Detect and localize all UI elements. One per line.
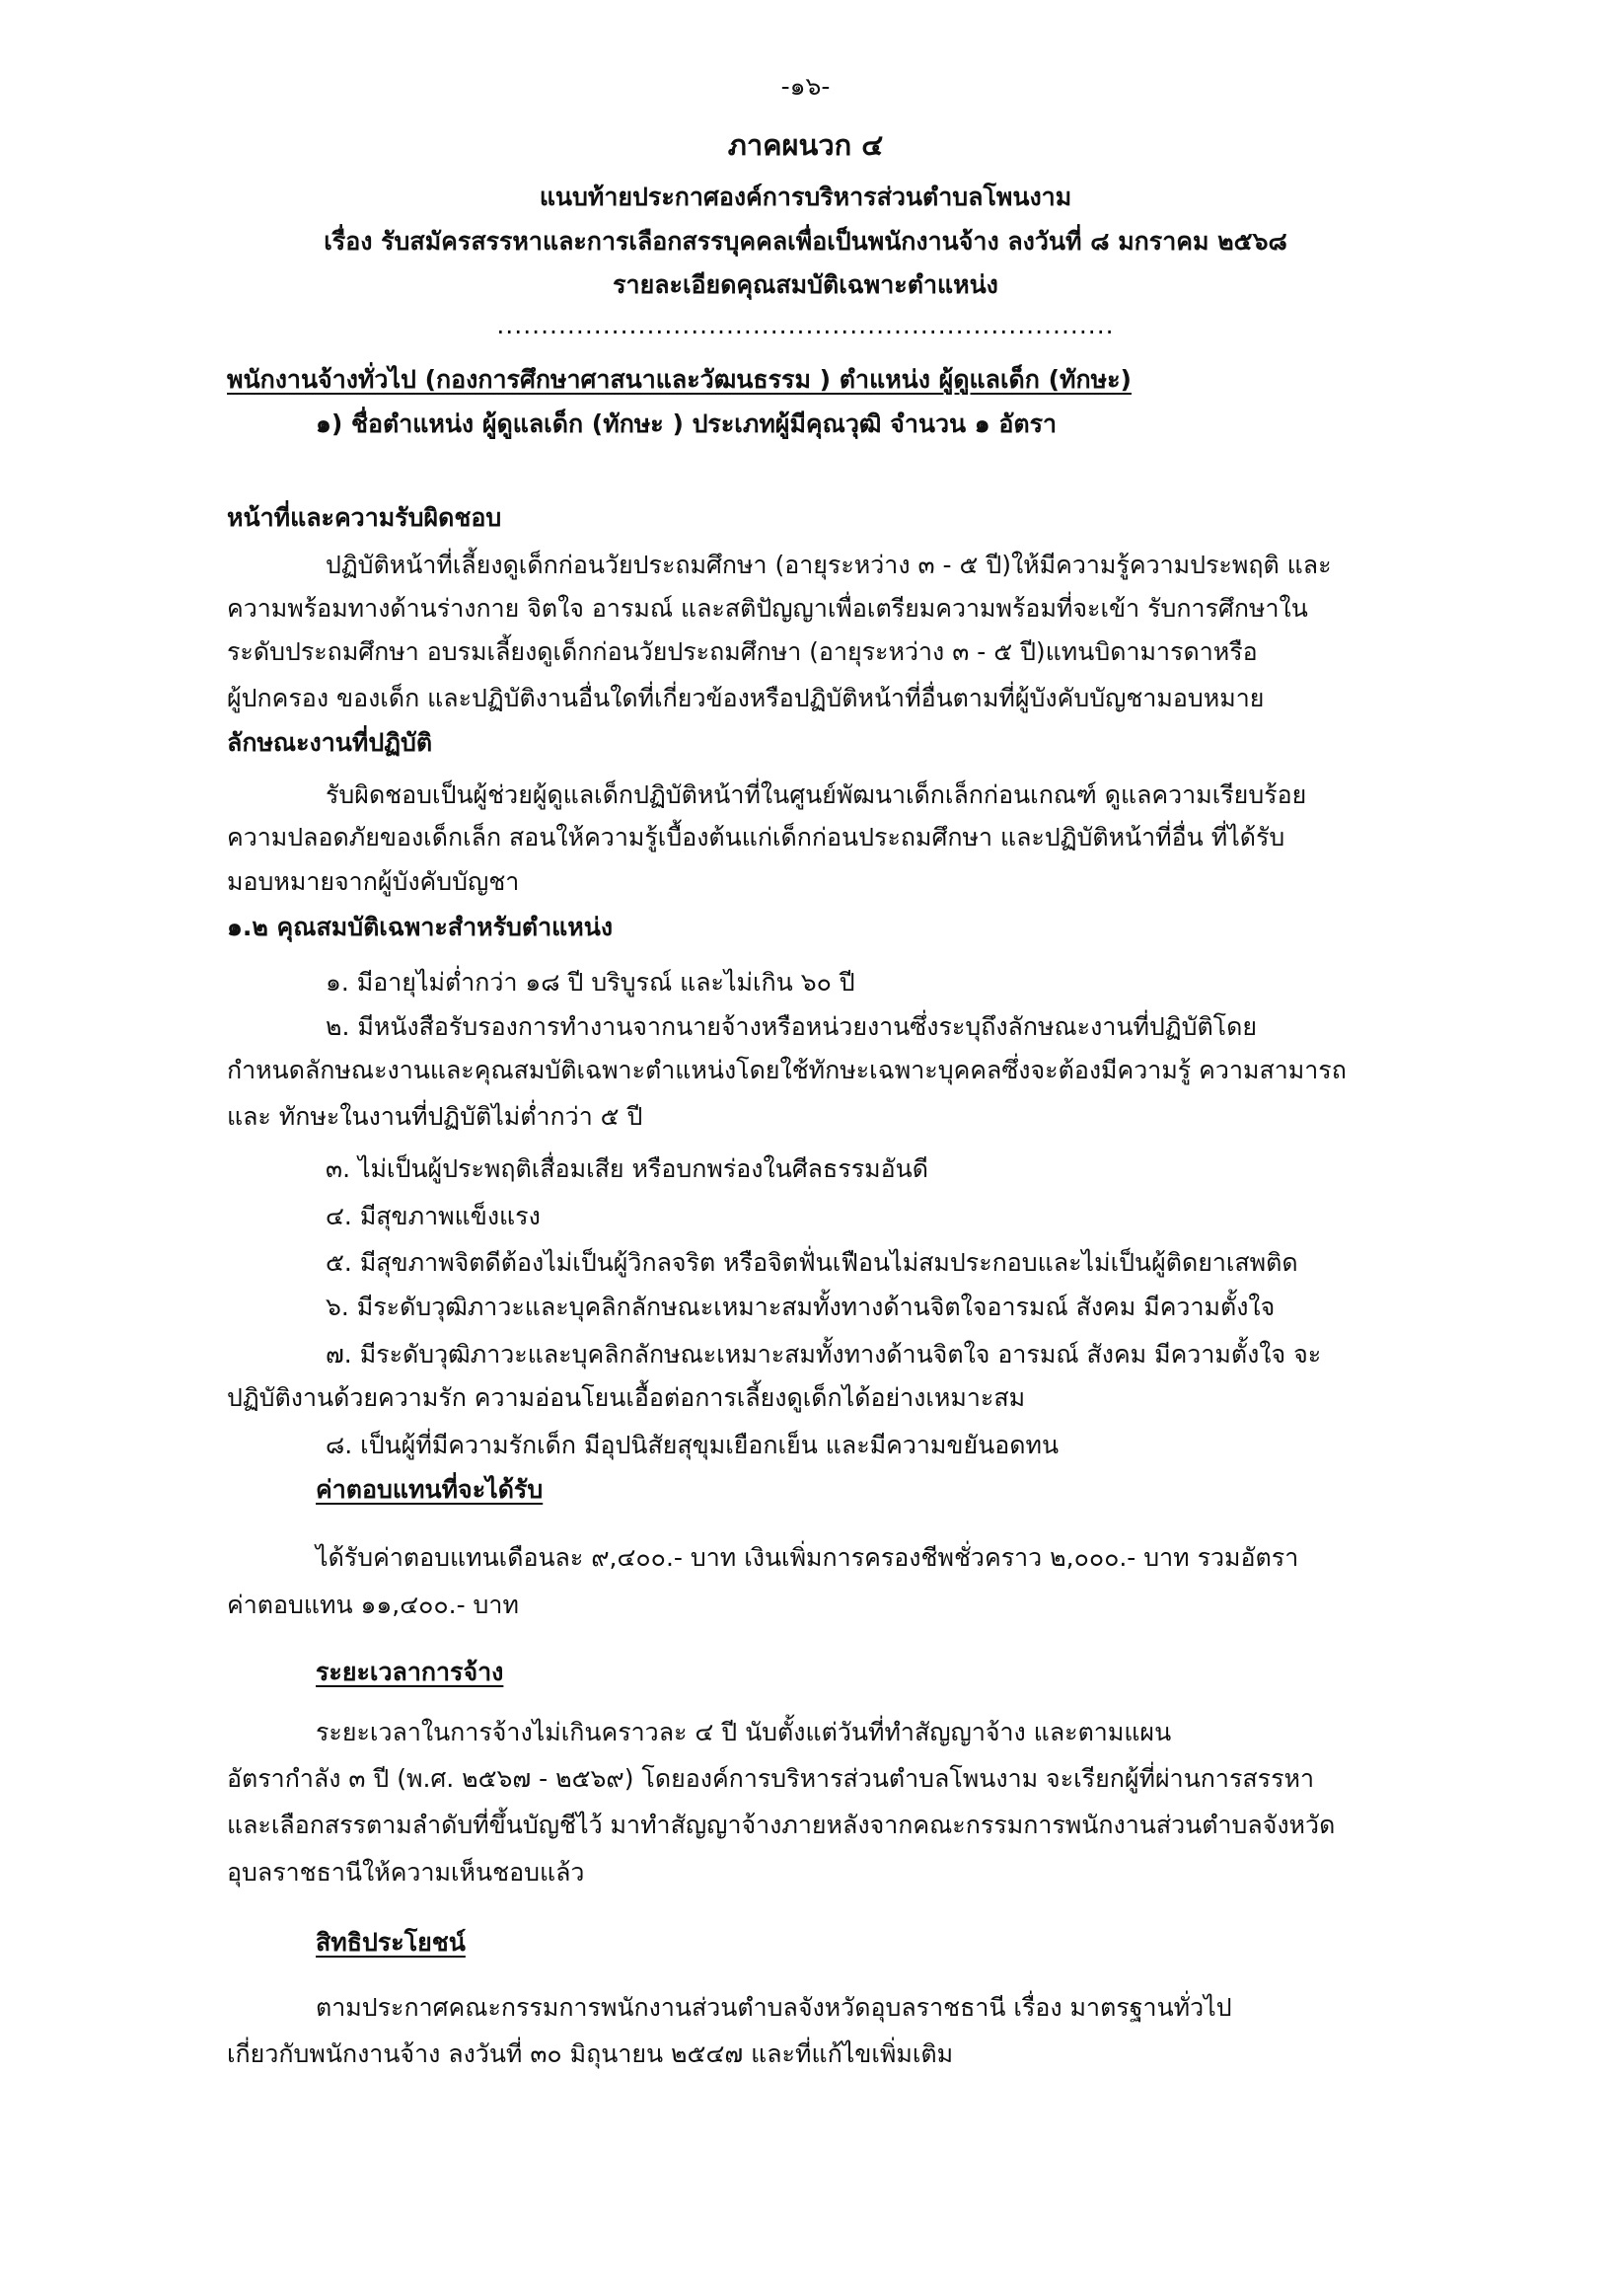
duties-line: ความพร้อมทางด้านร่างกาย จิตใจ อารมณ์ และสติปัญญาเพื่อเตรียมความพร้อมที่จะเข้า รับการศึกษาใน [227,594,1308,623]
employment-period-line: อุบลราชธานีให้ความเห็นชอบแล้ว [227,1858,585,1887]
compensation-line: ค่าตอบแทน ๑๑,๔๐๐.- บาท [227,1591,519,1619]
qualification-item: ๒. มีหนังสือรับรองการทำงานจากนายจ้างหรือหน่วยงานซึ่งระบุถึงลักษณะงานที่ปฏิบัติโดย [326,1012,1257,1041]
employment-period-title: ระยะเวลาการจ้าง [316,1658,504,1686]
compensation-title: ค่าตอบแทนที่จะได้รับ [316,1475,544,1504]
duties-line: ระดับประถมศึกษา อบรมเลี้ยงดูเด็กก่อนวัยประถมศึกษา (อายุระหว่าง ๓ - ๕ ปี)แทนบิดามารดาหรือ [227,637,1258,666]
qualification-item: ๔. มีสุขภาพแข็งแรง [326,1202,541,1230]
qualification-item: ปฏิบัติงานด้วยความรัก ความอ่อนโยนเอื้อต่อการเลี้ยงดูเด็กได้อย่างเหมาะสม [227,1383,1026,1412]
employment-period-line: และเลือกสรรตามลำดับที่ขึ้นบัญชีไว้ มาทำสัญญาจ้างภายหลังจากคณะกรรมการพนักงานส่วนตำบลจังหวัด [227,1811,1336,1839]
employment-period-line: ระยะเวลาในการจ้างไม่เกินคราวละ ๔ ปี นับตั้งแต่วันที่ทำสัญญาจ้าง และตามแผน [316,1718,1172,1746]
work-nature-line: ความปลอดภัยของเด็กเล็ก สอนให้ความรู้เบื้องต้นแก่เด็กก่อนประถมศึกษา และปฏิบัติหน้าที่อื่น ที่ได้รับ [227,823,1285,852]
work-nature-title: ลักษณะงานที่ปฏิบัติ [227,728,433,757]
work-nature-line: รับผิดชอบเป็นผู้ช่วยผู้ดูแลเด็กปฏิบัติหน้าที่ในศูนย์พัฒนาเด็กเล็กก่อนเกณฑ์ ดูแลความเรียบร้อย [326,780,1307,809]
qualification-item: และ ทักษะในงานที่ปฏิบัติไม่ต่ำกว่า ๕ ปี [227,1102,643,1131]
position-subheading: ๑) ชื่อตำแหน่ง ผู้ดูแลเด็ก (ทักษะ ) ประเภทผู้มีคุณวุฒิ จำนวน ๑ อัตรา [316,409,1058,438]
qualification-item: กำหนดลักษณะงานและคุณสมบัติเฉพาะตำแหน่งโดยใช้ทักษะเฉพาะบุคคลซึ่งจะต้องมีความรู้ ความสามารถ [227,1056,1347,1084]
page-number: -๑๖- [780,72,831,101]
attachment-line: แนบท้ายประกาศองค์การบริหารส่วนตำบลโพนงาม [539,183,1072,211]
qualification-item: ๘. เป็นผู้ที่มีความรักเด็ก มีอุปนิสัยสุขุมเยือกเย็น และมีความขยันอดทน [326,1431,1060,1459]
appendix-title: ภาคผนวก ๔ [727,128,884,162]
header-divider: ...................................................................... [496,311,1115,339]
qualification-item: ๖. มีระดับวุฒิภาวะและบุคลิกลักษณะเหมาะสมทั้งทางด้านจิตใจอารมณ์ สังคม มีความตั้งใจ [326,1293,1276,1321]
benefits-title: สิทธิประโยชน์ [316,1928,466,1957]
benefits-line: เกี่ยวกับพนักงานจ้าง ลงวันที่ ๓๐ มิถุนายน ๒๕๔๗ และที่แก้ไขเพิ่มเติม [227,2039,954,2068]
details-title: รายละเอียดคุณสมบัติเฉพาะตำแหน่ง [613,270,998,299]
qualification-item: ๓. ไม่เป็นผู้ประพฤติเสื่อมเสีย หรือบกพร่องในศีลธรรมอันดี [326,1154,928,1183]
subject-line: เรื่อง รับสมัครสรรหาและการเลือกสรรบุคคลเพื่อเป็นพนักงานจ้าง ลงวันที่ ๘ มกราคม ๒๕๖๘ [324,227,1287,256]
benefits-line: ตามประกาศคณะกรรมการพนักงานส่วนตำบลจังหวัดอุบลราชธานี เรื่อง มาตรฐานทั่วไป [316,1993,1232,2022]
qualification-item: ๑. มีอายุไม่ต่ำกว่า ๑๘ ปี บริบูรณ์ และไม่เกิน ๖๐ ปี [326,968,855,997]
work-nature-line: มอบหมายจากผู้บังคับบัญชา [227,867,520,896]
duties-line: ผู้ปกครอง ของเด็ก และปฏิบัติงานอื่นใดที่เกี่ยวข้องหรือปฏิบัติหน้าที่อื่นตามที่ผู้บังคับบัญชามอบหมาย [227,684,1265,712]
qualification-item: ๕. มีสุขภาพจิตดีต้องไม่เป็นผู้วิกลจริต หรือจิตฟั่นเฟือนไม่สมประกอบและไม่เป็นผู้ติดยาเสพติด [326,1248,1298,1277]
qualification-item: ๗. มีระดับวุฒิภาวะและบุคลิกลักษณะเหมาะสมทั้งทางด้านจิตใจ อารมณ์ สังคม มีความตั้งใจ จะ [326,1340,1322,1369]
compensation-line: ได้รับค่าตอบแทนเดือนละ ๙,๔๐๐.- บาท เงินเพิ่มการครองชีพชั่วคราว ๒,๐๐๐.- บาท รวมอัตรา [316,1543,1299,1572]
qualifications-title: ๑.๒ คุณสมบัติเฉพาะสำหรับตำแหน่ง [227,913,614,941]
duties-line: ปฏิบัติหน้าที่เลี้ยงดูเด็กก่อนวัยประถมศึกษา (อายุระหว่าง ๓ - ๕ ปี)ให้มีความรู้ความประพฤติ และ [326,551,1332,579]
employment-period-line: อัตรากำลัง ๓ ปี (พ.ศ. ๒๕๖๗ - ๒๕๖๙) โดยองค์การบริหารส่วนตำบลโพนงาม จะเรียกผู้ที่ผ่านการสรรหา [227,1764,1315,1793]
duties-title: หน้าที่และความรับผิดชอบ [227,503,502,532]
position-heading: พนักงานจ้างทั่วไป (กองการศึกษาศาสนาและวัฒนธรรม ) ตำแหน่ง ผู้ดูแลเด็ก (ทักษะ) [227,365,1132,394]
